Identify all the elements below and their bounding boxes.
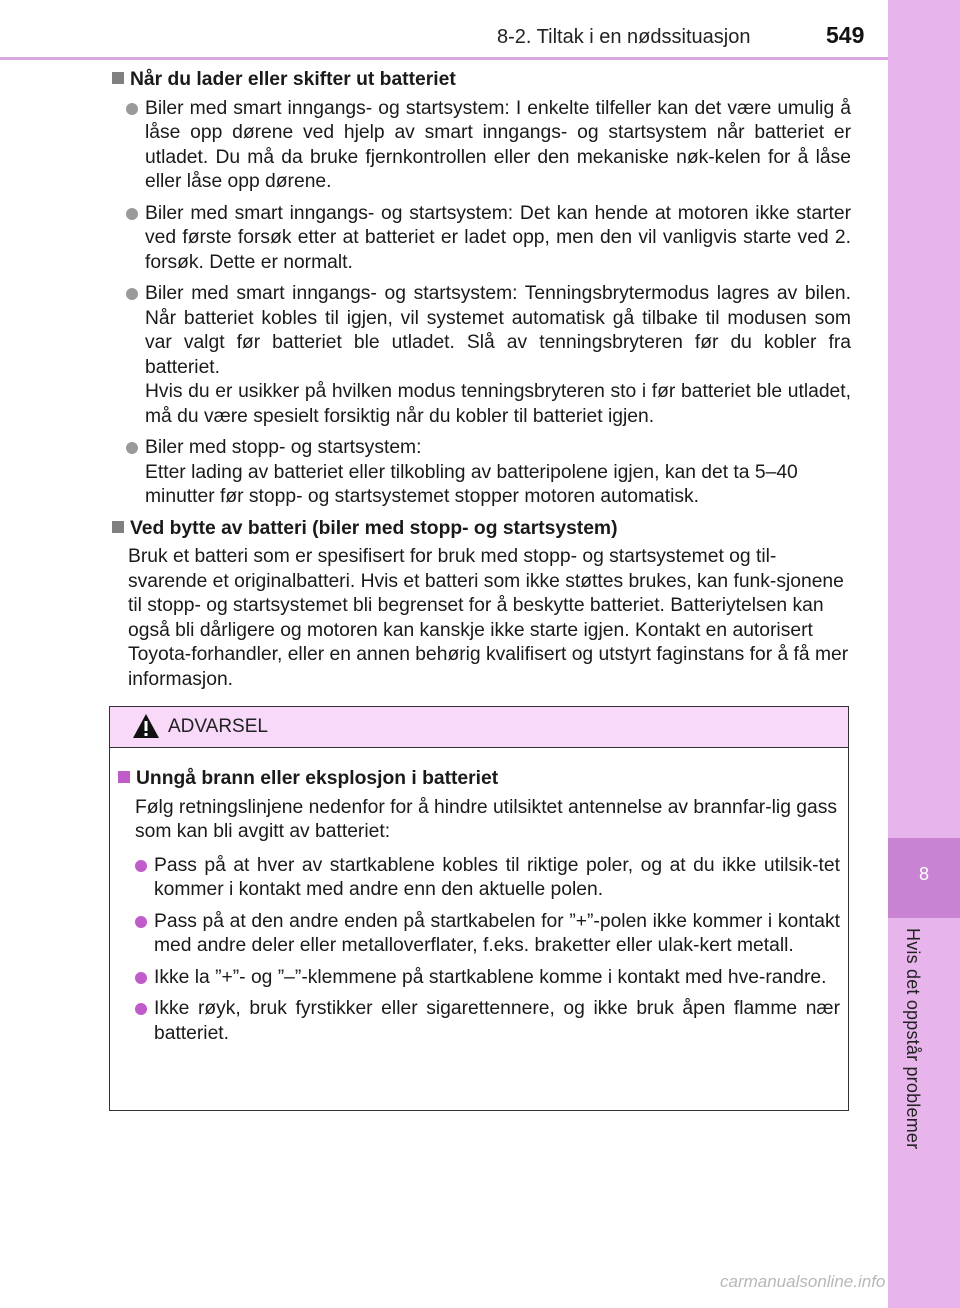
list-item bbox=[135, 966, 840, 991]
chapter-side-tab bbox=[888, 0, 960, 1308]
section-heading-text: Ved bytte av batteri (biler med stopp- og startsystem) bbox=[130, 517, 618, 539]
watermark: carmanualsonline.info bbox=[720, 1272, 886, 1291]
list-item-text: Biler med smart inngangs- og startsystem: Tenningsbrytermodus lagres av bilen. Når batteriet kobles til igjen, vil systemet automatisk gå tilbake til modusen som var valgt før batteriet ble utladet. Slå av tenningsbryteren før du kobler fra batteriet. Hvis du er usikker på hvilken modus tenningsbryteren sto i før batteriet ble utladet, må du være spesielt forsiktig når du kobler til batteriet igjen. bbox=[145, 283, 851, 427]
list-item bbox=[126, 97, 851, 195]
bullet-dot-icon bbox=[135, 1003, 147, 1015]
chapter-number: 8 bbox=[918, 864, 929, 884]
chapter-label: Hvis det oppstår problemer bbox=[903, 928, 923, 1150]
square-marker-icon bbox=[112, 521, 124, 533]
list-item bbox=[126, 282, 851, 429]
bullet-dot-icon bbox=[126, 442, 138, 454]
bullet-dot-icon bbox=[135, 916, 147, 928]
bullet-dot-icon bbox=[126, 208, 138, 220]
list-item-text: Biler med stopp- og startsystem: Etter lading av batteriet eller tilkobling av batteripolene igjen, kan det ta 5–40 minutter før stopp- og startsystemet stopper motoren automatisk. bbox=[145, 437, 798, 507]
warning-body bbox=[110, 748, 848, 1046]
square-marker-icon bbox=[118, 771, 130, 783]
list-item bbox=[135, 910, 840, 959]
warning-heading bbox=[114, 767, 840, 792]
warning-triangle-icon bbox=[132, 713, 160, 739]
section-heading-charging bbox=[108, 68, 851, 93]
square-marker-icon bbox=[112, 72, 124, 84]
warning-heading-text: Unngå brann eller eksplosjon i batteriet bbox=[136, 768, 499, 789]
bullet-dot-icon bbox=[126, 103, 138, 115]
list-item-text: Ikke røyk, bruk fyrstikker eller sigarettennere, og ikke bruk åpen flamme nær batteriet. bbox=[154, 998, 840, 1044]
list-item bbox=[126, 436, 851, 510]
warning-title: ADVARSEL bbox=[168, 716, 268, 737]
list-item-text: Pass på at den andre enden på startkabelen for ”+”-polen ikke kommer i kontakt med andre deler eller metalloverflater, f.eks. braketter eller ulak-kert metall. bbox=[154, 910, 840, 956]
warning-header bbox=[110, 707, 848, 748]
list-item-text: Biler med smart inngangs- og startsystem: Det kan hende at motoren ikke starter ved første forsøk etter at batteriet er ladet opp, men den vil vanligvis starte ved 2. forsøk. Dette er normalt. bbox=[145, 202, 851, 273]
section-heading-battery-replacement bbox=[108, 517, 851, 542]
list-item bbox=[135, 854, 840, 903]
list-item-text: Pass på at hver av startkablene kobles til riktige poler, og at du ikke utilsik-tet kommer i kontakt med andre enn den aktuelle polen. bbox=[154, 854, 840, 900]
page-number: 549 bbox=[826, 22, 865, 48]
list-item bbox=[135, 997, 840, 1046]
bullet-dot-icon bbox=[135, 972, 147, 984]
list-item-text: Ikke la ”+”- og ”–”-klemmene på startkablene komme i kontakt med hve-randre. bbox=[154, 966, 827, 988]
section-paragraph: Bruk et batteri som er spesifisert for bruk med stopp- og startsystemet og til-svarende et originalbatteri. Hvis et batteri som ikke støttes brukes, kan funk-sjonene til stopp- og startsystemet bli begrenset for å beskytte batteriet. Batteriytelsen kan også bli dårligere og motoren kan kanskje ikke starte igjen. Kontakt en autorisert Toyota-forhandler, eller en annen behørig kvalifisert og utstyrt faginstans for å få mer informasjon. bbox=[128, 546, 849, 690]
section-heading-text: Når du lader eller skifter ut batteriet bbox=[130, 69, 456, 90]
list-item-text: Biler med smart inngangs- og startsystem: I enkelte tilfeller kan det være umulig å låse opp dørene ved hjelp av smart inngangs- og startsystem når batteriet er utladet. Du må da bruke fjernkontrollen eller den mekaniske nøk-kelen for å låse eller låse opp dørene. bbox=[145, 97, 851, 192]
warning-box bbox=[109, 706, 849, 1111]
header-section-title: 8-2. Tiltak i en nødssituasjon bbox=[497, 26, 751, 48]
bullet-dot-icon bbox=[126, 288, 138, 300]
header-divider bbox=[0, 57, 888, 60]
main-content bbox=[108, 68, 851, 692]
warning-intro: Følg retningslinjene nedenfor for å hindre utilsiktet antennelse av brannfar-lig gass som kan bli avgitt av batteriet: bbox=[135, 796, 838, 842]
list-item bbox=[126, 202, 851, 276]
bullet-dot-icon bbox=[135, 860, 147, 872]
